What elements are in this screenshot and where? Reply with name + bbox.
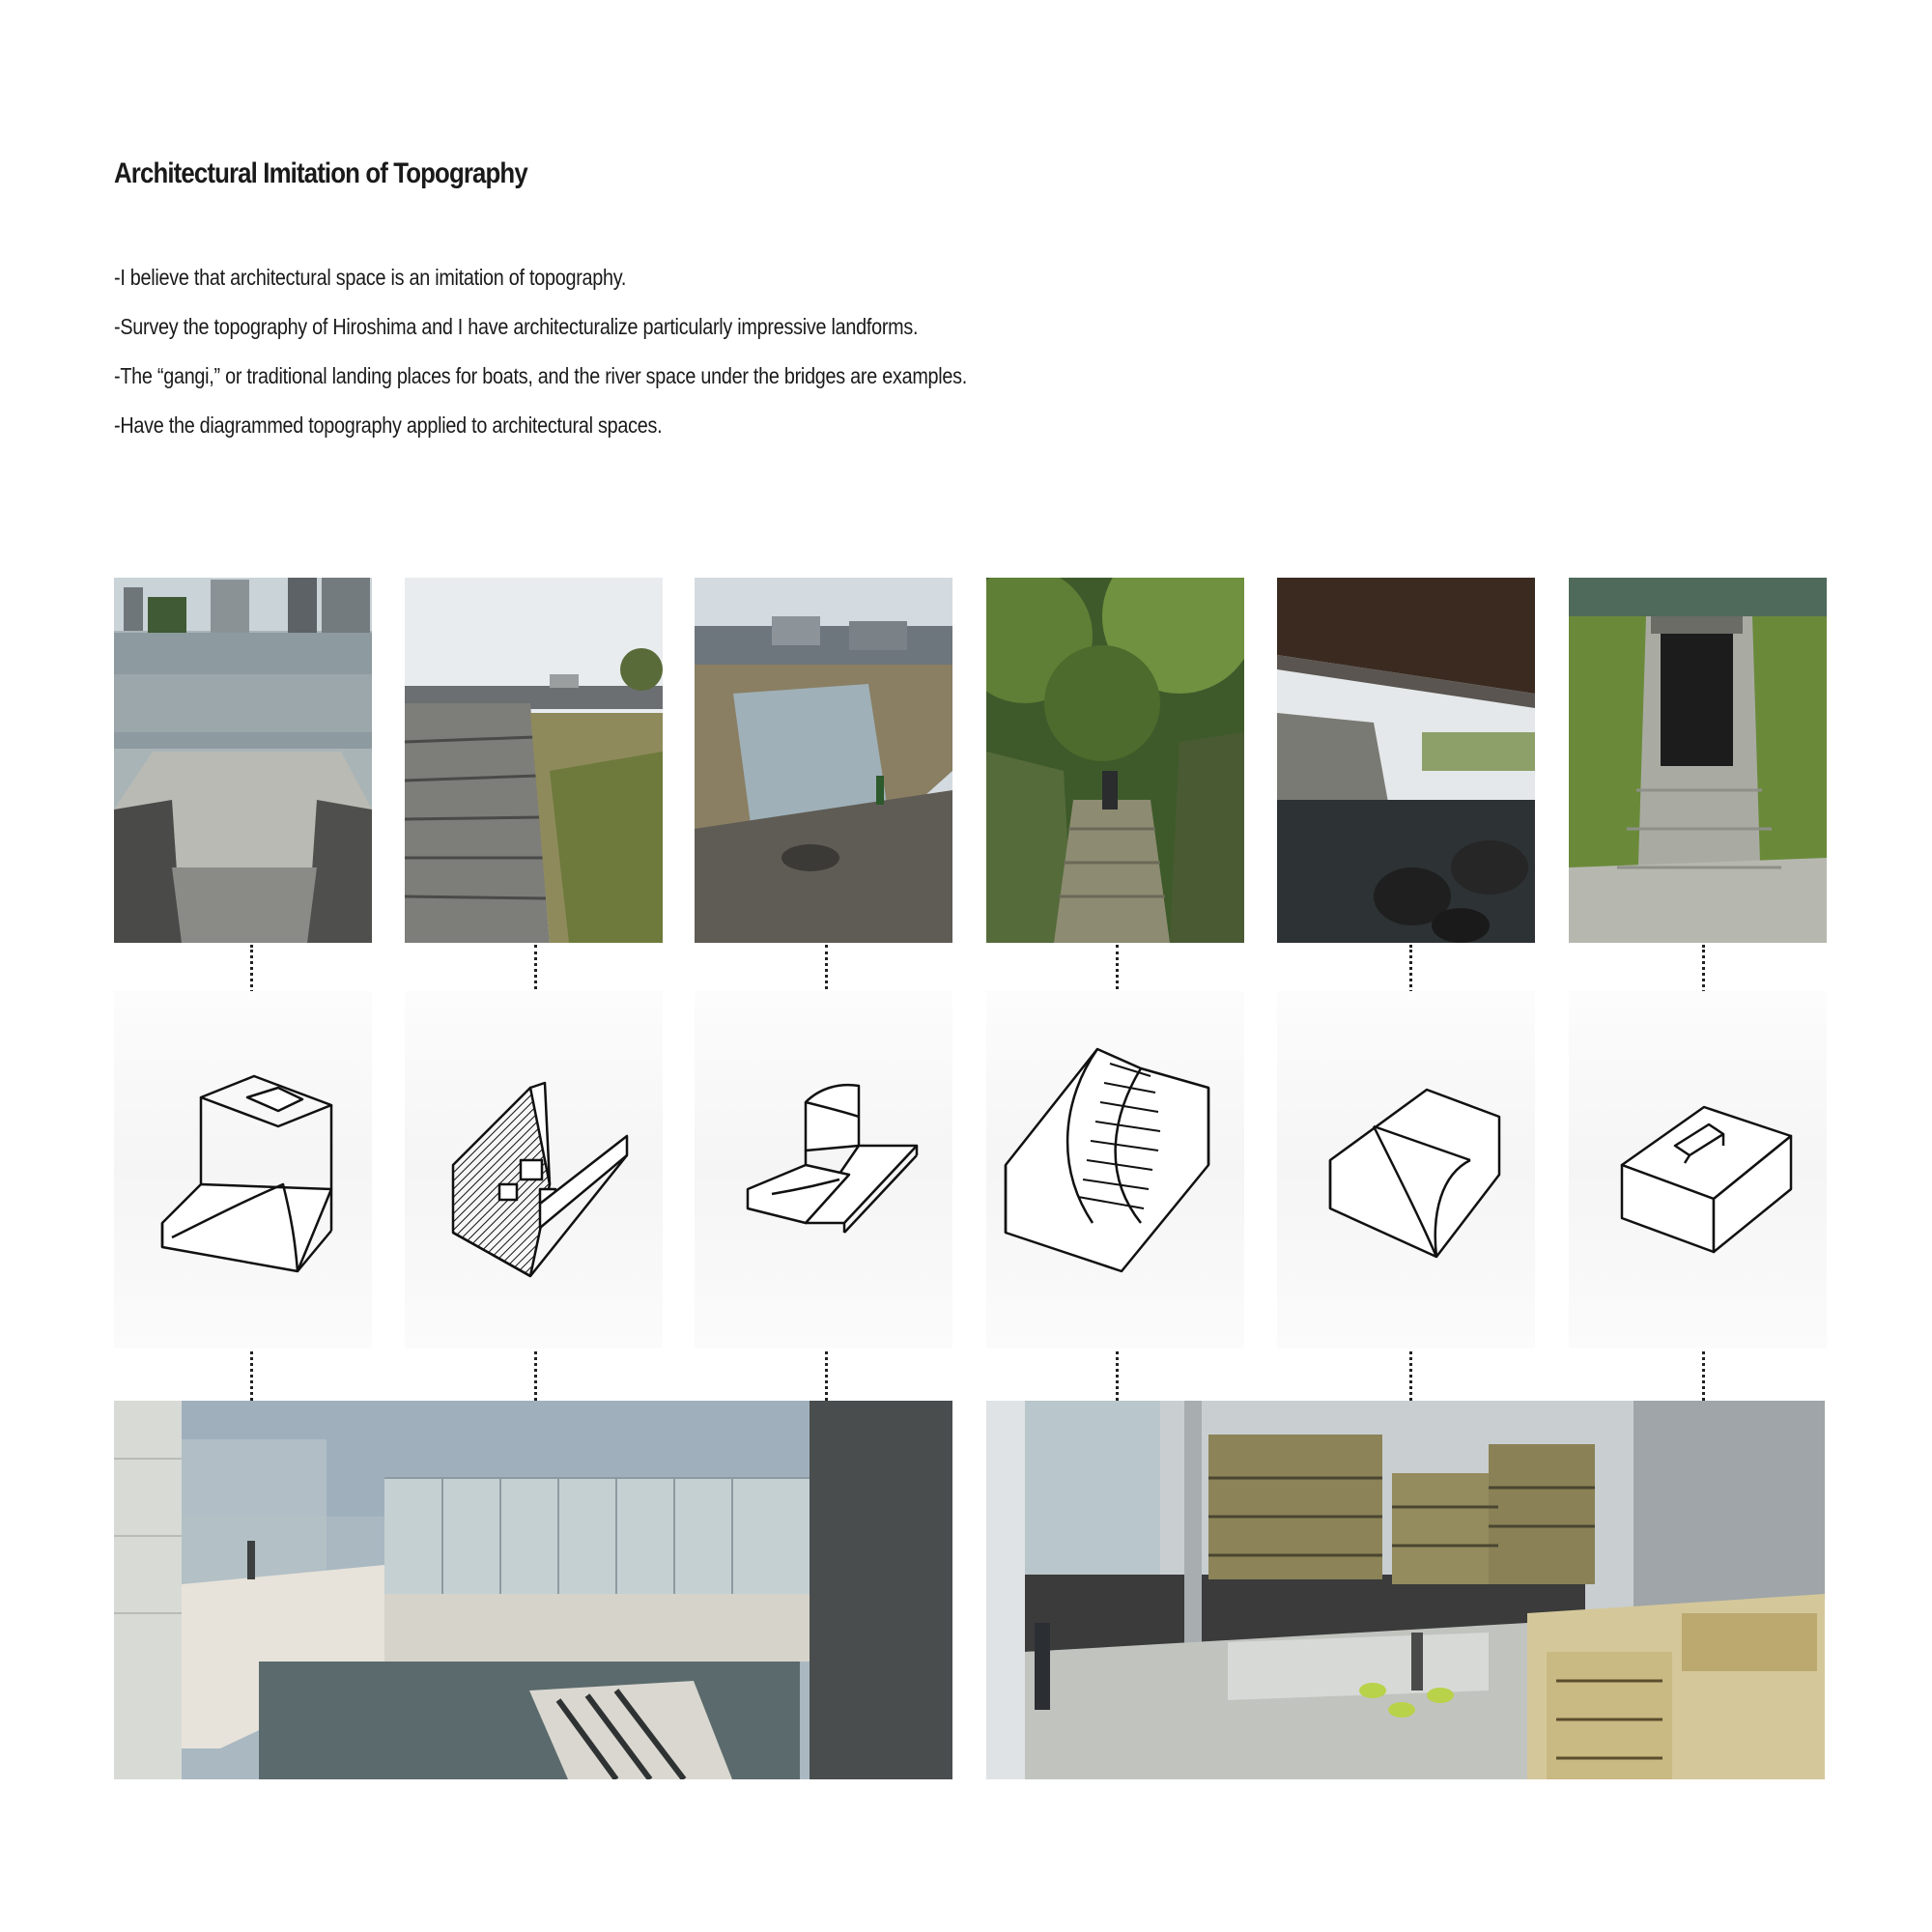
sloped-landing-diagram [114, 991, 372, 1349]
description-line: -I believe that architectural space is an imitation of topography. [114, 265, 627, 290]
forest-stair-photo [986, 578, 1244, 943]
riverside-terrace-render [114, 1401, 952, 1779]
description-line: -Survey the topography of Hiroshima and I have architecturalize particularly impressive landforms. [114, 314, 919, 339]
stepped-bank-diagram [405, 991, 663, 1349]
page-title: Architectural Imitation of Topography [114, 157, 527, 189]
description-line: -Have the diagrammed topography applied to architectural spaces. [114, 412, 663, 438]
under-bridge-photo [1277, 578, 1535, 943]
curved-ramp-diagram [695, 991, 952, 1349]
sunken-void-diagram [1569, 991, 1827, 1349]
sunken-stair-photo [1569, 578, 1827, 943]
curved-slope-diagram [1277, 991, 1535, 1349]
river-landing-photo [114, 578, 372, 943]
description-line: -The “gangi,” or traditional landing places for boats, and the river space under the bridges are examples. [114, 363, 968, 388]
description-list [114, 253, 1106, 450]
river-bend-photo [695, 578, 952, 943]
stepped-riverbank-photo [405, 578, 663, 943]
library-interior-render [986, 1401, 1825, 1779]
spiral-stair-diagram [986, 991, 1244, 1349]
